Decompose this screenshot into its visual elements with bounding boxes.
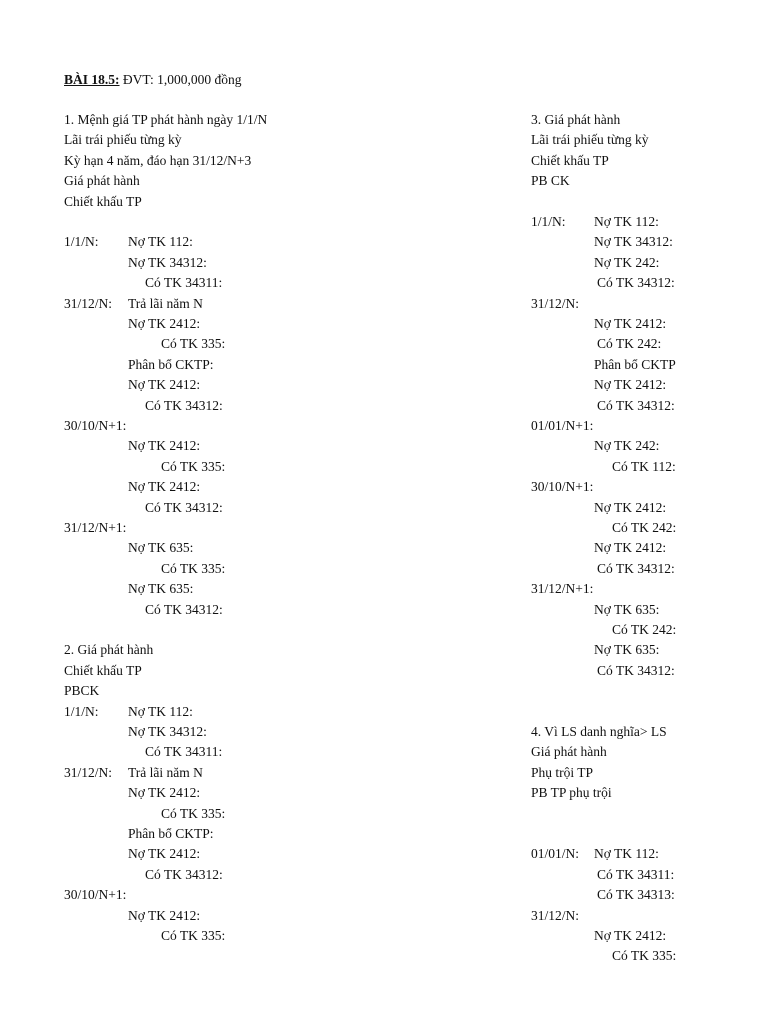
entry-text: Có TK 34312:	[597, 662, 675, 678]
entry-text: Giá phát hành	[531, 744, 607, 760]
entry-text: Có TK 34312:	[597, 560, 675, 576]
entry-text: Nợ TK 34312:	[128, 254, 207, 270]
entry-text: Nợ TK 2412:	[128, 785, 201, 801]
entry-text: Nợ TK 2412:	[594, 928, 667, 943]
entry-text: PBCK	[64, 683, 100, 699]
entry-text: Có TK 34312:	[145, 499, 223, 515]
entry-text: Nợ TK 34312:	[128, 724, 207, 739]
entry-text: 30/10/N+1:	[64, 418, 127, 433]
entry-text: 31/12/N:	[64, 764, 113, 780]
entry-text: Có TK 34311:	[145, 744, 223, 760]
entry-text: 31/12/N+1:	[531, 581, 594, 597]
unit-label: ĐVT: 1,000,000 đồng	[119, 72, 242, 87]
entry-text: Nợ TK 2412:	[128, 479, 201, 495]
entry-text: 2. Giá phát hành	[64, 642, 154, 658]
entry-text: Nợ TK 635:	[594, 601, 660, 617]
entry-text: PB CK	[531, 173, 570, 189]
entry-text: 31/12/N+1:	[64, 520, 127, 535]
entry-text: Phụ trội TP	[531, 764, 594, 780]
entry-text: Kỳ hạn 4 năm, đáo hạn 31/12/N+3	[64, 152, 252, 168]
entry-text: PB TP phụ trội	[531, 785, 612, 801]
entry-text: Nợ TK 2412:	[128, 377, 201, 393]
entry-text: Nợ TK 242:	[594, 254, 660, 270]
entry-text: Có TK 335:	[161, 928, 226, 943]
entry-text: Có TK 242:	[597, 336, 662, 352]
entry-text: Nợ TK 2412:	[128, 316, 201, 331]
entry-text: Có TK 335:	[161, 805, 226, 821]
entry-text: 31/12/N:	[531, 907, 580, 923]
entry-text: Lãi trái phiếu từng kỳ	[531, 132, 649, 148]
entry-text: 1/1/N:	[531, 214, 566, 229]
entry-text: Có TK 34312:	[597, 397, 675, 413]
entry-text: Nợ TK 2412:	[594, 377, 667, 393]
entry-text: Nợ TK 635:	[128, 581, 194, 597]
entry-text: Nợ TK 2412:	[594, 499, 667, 515]
entry-text: 31/12/N:	[531, 295, 580, 311]
entry-text: Lãi trái phiếu từng kỳ	[64, 132, 182, 148]
entry-text: Phân bổ CKTP:	[128, 356, 214, 372]
entry-text: Có TK 34311:	[145, 275, 223, 291]
entry-text: 01/01/N:	[531, 846, 580, 862]
entry-text: Chiết khấu TP	[64, 662, 142, 678]
entry-text: Phân bổ CKTP	[594, 356, 676, 372]
entry-text: Có TK 335:	[612, 948, 677, 964]
entry-text: Có TK 242:	[612, 622, 677, 637]
entry-text: 30/10/N+1:	[531, 479, 594, 495]
entry-text: Nợ TK 112:	[594, 214, 659, 229]
entry-text: Nợ TK 2412:	[594, 316, 667, 331]
entry-text: Trả lãi năm N	[128, 295, 203, 311]
entry-text: 1. Mệnh giá TP phát hành ngày 1/1/N	[64, 112, 268, 127]
entry-text: 31/12/N:	[64, 295, 113, 311]
entry-text: Có TK 335:	[161, 336, 226, 352]
entry-text: Có TK 335:	[161, 560, 226, 576]
entry-text: Nợ TK 34312:	[594, 234, 673, 250]
entry-text: Nợ TK 2412:	[128, 907, 201, 923]
entry-text: Nợ TK 2412:	[594, 540, 667, 556]
entry-text: Có TK 34312:	[597, 275, 675, 291]
entry-text: Có TK 335:	[161, 458, 226, 474]
entry-text: Có TK 34311:	[597, 866, 675, 882]
entry-text: Nợ TK 242:	[594, 438, 660, 454]
entry-text: Nợ TK 2412:	[128, 438, 201, 454]
entry-text: Nợ TK 112:	[594, 846, 659, 862]
entry-text: Có TK 34312:	[145, 397, 223, 413]
entry-text: Giá phát hành	[64, 173, 140, 189]
entry-text: Nợ TK 112:	[128, 703, 193, 719]
entry-text: Có TK 34313:	[597, 887, 675, 903]
entry-text: 30/10/N+1:	[64, 887, 127, 903]
entry-text: Nợ TK 2412:	[128, 846, 201, 862]
entry-text: Nợ TK 635:	[594, 642, 660, 658]
entry-text: Có TK 34312:	[145, 866, 223, 882]
exercise-title	[64, 70, 241, 90]
entry-text: Có TK 242:	[612, 520, 677, 535]
entry-text: Chiết khấu TP	[64, 193, 142, 209]
entry-text: 01/01/N+1:	[531, 418, 594, 433]
entry-text: Có TK 34312:	[145, 601, 223, 617]
exercise-number: BÀI 18.5:	[64, 72, 120, 87]
entry-text: Nợ TK 112:	[128, 234, 193, 250]
entry-text: 1/1/N:	[64, 703, 99, 719]
entry-text: Trả lãi năm N	[128, 764, 203, 780]
entry-text: 4. Vì LS danh nghĩa> LS	[531, 724, 667, 739]
entry-text: Phân bổ CKTP:	[128, 826, 214, 841]
entry-text: Nợ TK 635:	[128, 540, 194, 556]
entry-text: 3. Giá phát hành	[531, 112, 621, 127]
entry-text: 1/1/N:	[64, 234, 99, 250]
entry-text: Chiết khấu TP	[531, 152, 609, 168]
entry-text: Có TK 112:	[612, 458, 676, 474]
